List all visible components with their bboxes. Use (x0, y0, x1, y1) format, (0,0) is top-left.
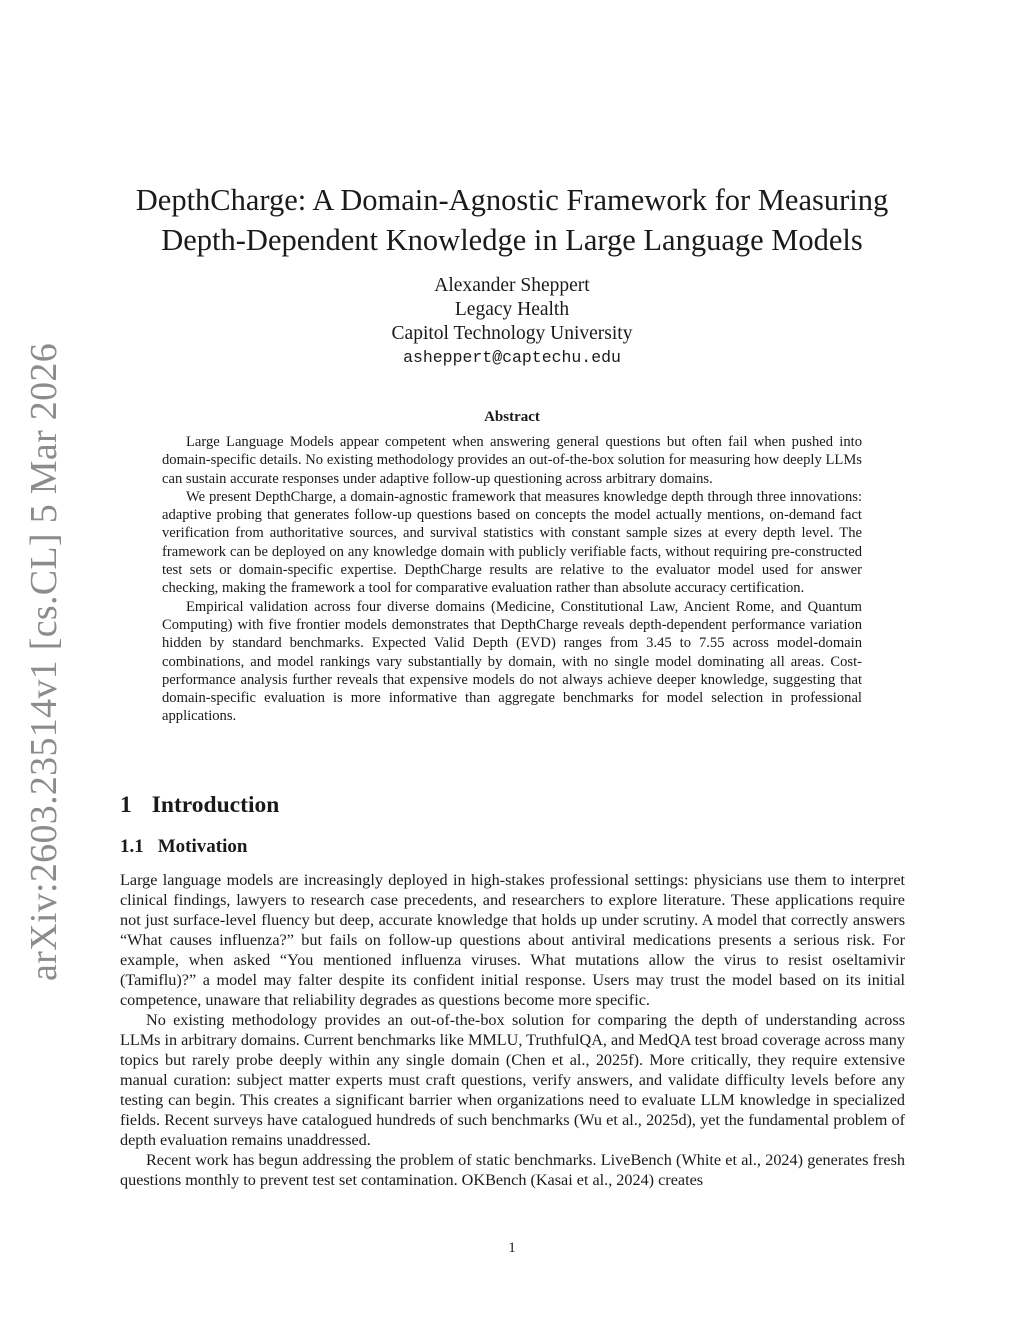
subsection-title: Motivation (157, 836, 248, 857)
abstract-heading: Abstract (484, 409, 540, 425)
title-line-2: Depth-Dependent Knowledge in Large Language Models (161, 223, 863, 257)
author-affiliation-1: Legacy Health (454, 299, 570, 320)
section-title: Introduction (151, 792, 280, 818)
abstract-body (162, 433, 862, 726)
abstract-paragraph-2: We present DepthCharge, a domain-agnostic framework that measures knowledge depth through three innovations: adaptive probing that generates follow-up questions based on concepts the model actually mentions, on-demand fact verification from authoritative sources, and survival statistics with constant sample sizes at every depth level. The framework can be deployed on any knowledge domain with publicly verifiable facts, without requiring pre-constructed test sets or domain-specific expertise. DepthCharge results are relative to the evaluator model used for answer checking, making the framework a tool for comparative evaluation rather than absolute accuracy certification. (162, 488, 862, 597)
author-affiliation-2: Capitol Technology University (391, 323, 633, 344)
paper-title (120, 180, 904, 260)
subsection-number: 1.1 (120, 836, 144, 857)
body-text (120, 870, 905, 1190)
author-name: Alexander Sheppert (434, 275, 590, 296)
abstract-paragraph-1: Large Language Models appear competent when answering general questions but often fail when pushed into domain-specific details. No existing methodology provides an out-of-the-box solution for measuring how deeply LLMs can sustain accurate responses under adaptive follow-up questioning across arbitrary domains. (162, 434, 862, 487)
abstract-paragraph-3: Empirical validation across four diverse domains (Medicine, Constitutional Law, Ancient Rome, and Quantum Computing) with five frontier models demonstrates that DepthCharge reveals depth-dependent performance variation hidden by standard benchmarks. Expected Valid Depth (EVD) ranges from 3.45 to 7.55 across model-domain combinations, and model rankings vary substantially by domain, with no single model dominating all areas. Cost-performance analysis further reveals that expensive models do not always achieve deeper knowledge, suggesting that domain-specific evaluation is more informative than aggregate benchmarks for model selection in professional applications. (162, 598, 862, 725)
section-heading-introduction (120, 792, 279, 819)
arxiv-identifier-stamp: arXiv:2603.23514v1 [cs.CL] 5 Mar 2026 (23, 342, 65, 982)
body-paragraph-3: Recent work has begun addressing the problem of static benchmarks. LiveBench (White et al., 2024) generates fresh questions monthly to prevent test set contamination. OKBench (Kasai et al., 2024) creates (120, 1151, 905, 1189)
body-paragraph-1: Large language models are increasingly deployed in high-stakes professional settings: physicians use them to interpret clinical findings, lawyers to research case precedents, and researchers to explore literature. These applications require not just surface-level fluency but deep, accurate knowledge that holds up under scrutiny. A model that correctly answers “What causes influenza?” but fails on follow-up questions about antiviral medications presents a serious risk. For example, when asked “You mentioned influenza viruses. What mutations allow the virus to resist oseltamivir (Tamiflu)?” a model may falter despite its confident initial response. Users may trust the model based on its initial competence, unaware that reliability degrades as questions become more specific. (120, 871, 905, 1009)
page-number: 1 (508, 1240, 516, 1256)
subsection-heading-motivation (120, 836, 247, 858)
title-line-1: DepthCharge: A Domain-Agnostic Framework for Measuring (135, 183, 889, 217)
body-paragraph-2: No existing methodology provides an out-of-the-box solution for comparing the depth of understanding across LLMs in arbitrary domains. Current benchmarks like MMLU, TruthfulQA, and MedQA test broad coverage across many topics but rarely probe deeply within any single domain (Chen et al., 2025f). More critically, they require extensive manual curation: subject matter experts must craft questions, verify answers, and validate difficulty levels before any testing can begin. This creates a significant barrier when organizations need to evaluate LLM knowledge in specialized fields. Recent surveys have catalogued hundreds of such benchmarks (Wu et al., 2025d), yet the fundamental problem of depth evaluation remains unaddressed. (120, 1011, 905, 1149)
author-email[interactable]: asheppert@captechu.edu (403, 348, 621, 367)
section-number: 1 (120, 792, 132, 818)
author-block (120, 274, 904, 370)
